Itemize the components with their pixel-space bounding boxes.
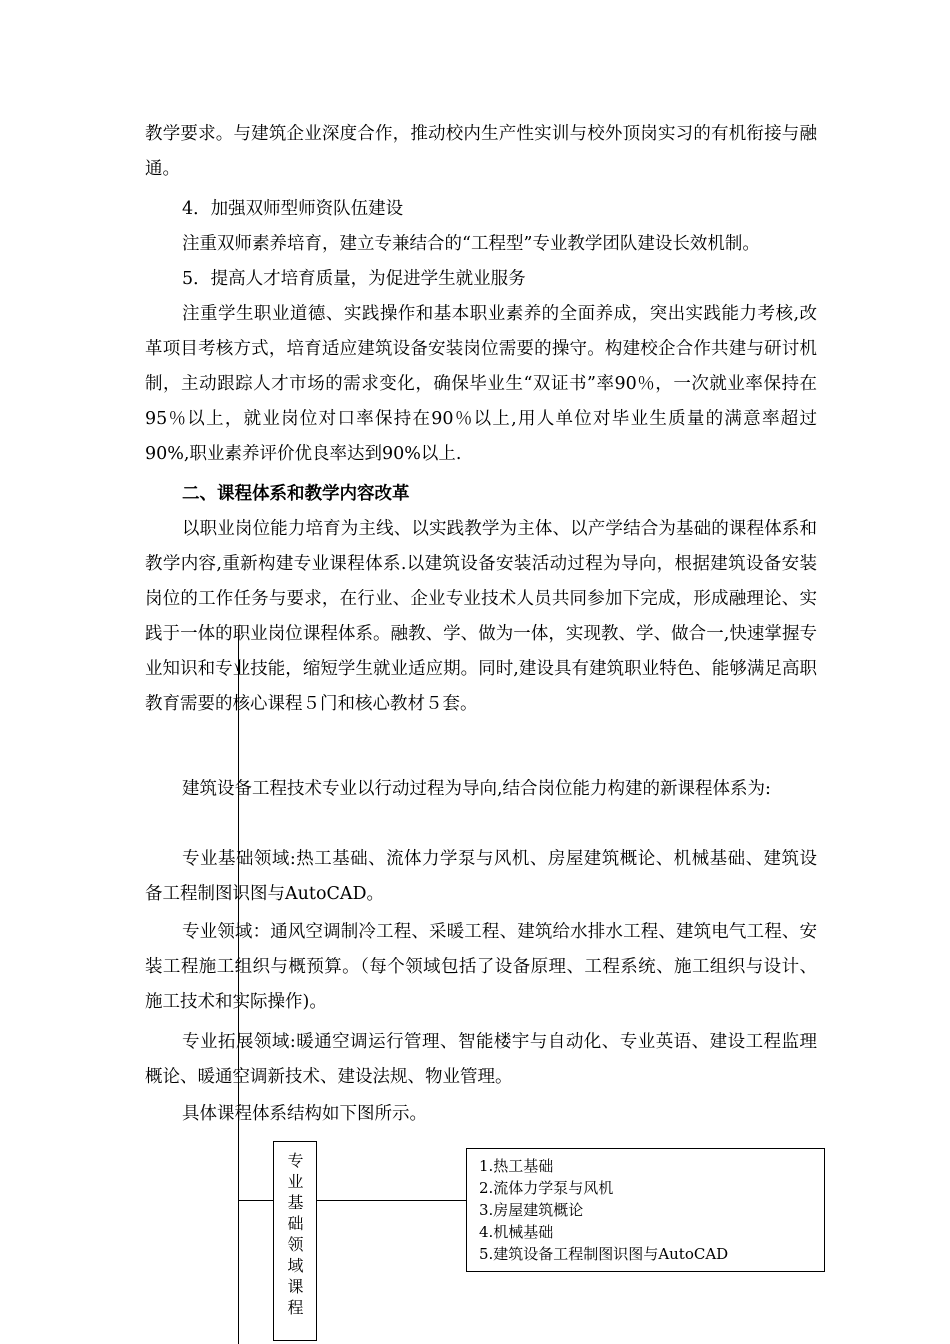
subheading-dual-teacher: 4．加强双师型师资队伍建设	[182, 199, 404, 219]
paragraph-new-system: 建筑设备工程技术专业以行动过程为导向,结合岗位能力构建的新课程体系为:	[182, 779, 771, 799]
paragraph-teaching-requirements: 教学要求。与建筑企业深度合作，推动校内生产性实训与校外顶岗实习的有机衔接与融通。	[145, 124, 817, 179]
diagram-domain-box: 专业基础领域课程	[273, 1141, 317, 1341]
diagram-trunk-line	[238, 630, 239, 1344]
paragraph-structure-intro: 具体课程体系结构如下图所示。	[182, 1104, 427, 1124]
section-heading-curriculum: 二、课程体系和教学内容改革	[182, 484, 410, 504]
diagram-branch-line-right	[317, 1200, 466, 1201]
paragraph-extension-domain: 专业拓展领域:暖通空调运行管理、智能楼宇与自动化、专业英语、建设工程监理概论、暖通空调新技术、建设法规、物业管理。	[145, 1032, 817, 1087]
paragraph-basic-domain: 专业基础领域:热工基础、流体力学泵与风机、房屋建筑概论、机械基础、建筑设备工程制图识图与AutoCAD。	[145, 849, 817, 904]
course-item: 2.流体力学泵与风机	[479, 1179, 614, 1197]
paragraph-professional-domain: 专业领域：通风空调制冷工程、采暖工程、建筑给水排水工程、建筑电气工程、安装工程施工组织与概预算。（每个领域包括了设备原理、工程系统、施工组织与设计、施工技术和实际操作)。	[145, 922, 817, 1012]
course-item: 4.机械基础	[479, 1223, 554, 1241]
paragraph-dual-teacher: 注重双师素养培育，建立专兼结合的“工程型”专业教学团队建设长效机制。	[182, 234, 760, 254]
diagram-branch-line-left	[238, 1200, 273, 1201]
course-item: 3.房屋建筑概论	[479, 1201, 584, 1219]
diagram-course-list	[466, 1148, 825, 1272]
paragraph-talent-quality: 注重学生职业道德、实践操作和基本职业素养的全面养成，突出实践能力考核,改革项目考核方式，培育适应建筑设备安装岗位需要的操守。构建校企合作共建与研讨机制，主动跟踪人才市场的需求变化，确保毕业生“双证书”率90％，一次就业率保持在95％以上，就业岗位对口率保持在90％以上,用人单位对毕业生质量的满意率超过90%,职业素养评价优良率达到90%以上.	[145, 304, 817, 464]
course-item: 1.热工基础	[479, 1157, 554, 1175]
paragraph-curriculum-reform: 以职业岗位能力培育为主线、以实践教学为主体、以产学结合为基础的课程体系和教学内容,重新构建专业课程体系.以建筑设备安装活动过程为导向，根据建筑设备安装岗位的工作任务与要求，在行业、企业专业技术人员共同参加下完成，形成融理论、实践于一体的职业岗位课程体系。融教、学、做为一体，实现教、学、做合一,快速掌握专业知识和专业技能，缩短学生就业适应期。同时,建设具有建筑职业特色、能够满足高职教育需要的核心课程５门和核心教材５套。	[145, 519, 817, 714]
subheading-talent-quality: 5．提高人才培育质量，为促进学生就业服务	[182, 269, 526, 289]
course-item: 5.建筑设备工程制图识图与AutoCAD	[479, 1245, 729, 1263]
